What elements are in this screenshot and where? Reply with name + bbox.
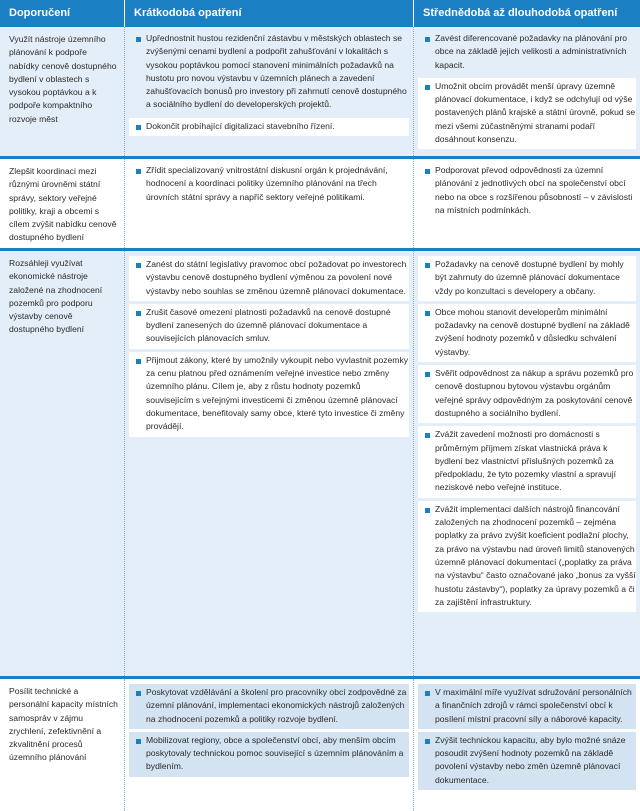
bullet-icon: [425, 508, 430, 513]
list-item: Zvýšit technickou kapacitu, aby bylo možné snáze posoudit zvýšení hodnoty pozemků na základě povolení výstavby nebo změn územně plánovací dokumentace.: [418, 732, 636, 790]
list-item: Zřídit specializovaný vnitrostátní diskusní orgán k projednávání, hodnocení a koordinaci politiky územního plánování na třech úrovních státní správy a napříč sektory veřejné politikami.: [129, 164, 409, 207]
recommendation-text: Posílit technické a personální kapacity místních samospráv v zájmu zrychlení, zefektivnění a zkvalitnění procesů územního plánování: [9, 686, 118, 763]
long-term-cell: [413, 159, 640, 248]
list-item: Poskytovat vzdělávání a školení pro pracovníky obcí zodpovědné za územní plánování, implementaci ekonomických nástrojů založených na zhodnocení pozemků a politiky rozvoje bydlení.: [129, 684, 409, 729]
table-row: [0, 248, 640, 676]
long-term-cell: [413, 679, 640, 811]
recommendation-text: Využít nástroje územního plánování k podpoře nabídky cenově dostupného bydlení v oblastech s vysokou poptávkou a k podpoře kompaktního rozvoje měst: [9, 34, 117, 124]
bullet-icon: [136, 125, 141, 130]
bullet-icon: [425, 169, 430, 174]
short-term-cell: [124, 251, 413, 676]
header-short-term: Krátkodobá opatření: [124, 0, 413, 27]
bullet-icon: [425, 37, 430, 42]
bullet-icon: [425, 691, 430, 696]
short-term-cell: [124, 679, 413, 811]
list-item: Dokončit probíhající digitalizaci stavebního řízení.: [129, 118, 409, 136]
long-term-cell: [413, 251, 640, 676]
recommendation-cell: [0, 251, 124, 676]
bullet-icon: [425, 85, 430, 90]
list-item: Zrušit časové omezení platnosti požadavků na cenově dostupné bydlení zanesených do územně plánovací dokumentace a souvisejících plánovacích smluv.: [129, 304, 409, 349]
bullet-icon: [136, 37, 141, 42]
bullet-icon: [425, 433, 430, 438]
bullet-icon: [136, 739, 141, 744]
recommendation-cell: [0, 27, 124, 156]
bullet-icon: [425, 739, 430, 744]
list-item: Svěřit odpovědnost za nákup a správu pozemků pro cenově dostupnou bytovou výstavbu orgánům veřejné správy odpovědným za poskytování cenově dostupného a sociálního bydlení.: [418, 365, 636, 423]
list-item: Zanést do státní legislativy pravomoc obcí požadovat po investorech výstavbu cenově dostupného bydlení výměnou za povolení nové výstavby nebo souhlas se změnou územně plánovací dokumentace.: [129, 256, 409, 301]
list-item: Zvážit implementaci dalších nástrojů financování založených na zhodnocení pozemků – zejména poplatky za právo zvýšit koeficient podlažní plochy, za právo na výstavbu nad úroveň limitů stanovených územně plánovací dokumentací („poplatky za práva na výstavbu“ často označované jako „bonus za vyšší hustotu zástavby“), poplatky za úpravy pozemků a či za zajištění infrastruktury.: [418, 501, 636, 612]
list-item: Požadavky na cenově dostupné bydlení by mohly být zahrnuty do územně plánovací dokumentace vždy po konzultaci s developery a občany.: [418, 256, 636, 301]
short-term-cell: [124, 159, 413, 248]
bullet-icon: [425, 372, 430, 377]
header-recommendation: Doporučení: [9, 7, 71, 19]
recommendation-text: Rozsáhleji využívat ekonomické nástroje založené na zhodnocení pozemků pro podporu výstavby cenově dostupného bydlení: [9, 258, 103, 335]
bullet-icon: [136, 263, 141, 268]
bullet-icon: [136, 169, 141, 174]
list-item: Zvážit zavedení možnosti pro domácnosti s průměrným příjmem získat vlastnická práva k bydlení bez vlastnictví příslušných pozemků za předpokladu, že tyto pozemky vlastní a spravují neziskové nebo veřejné instituce.: [418, 426, 636, 497]
bullet-icon: [136, 359, 141, 364]
recommendation-cell: [0, 679, 124, 811]
list-item: Umožnit obcím provádět menší úpravy územně plánovací dokumentace, i když se odchylují od výše postavených plánů krajské a státní úrovně, pokud se mezi všemi zúčastněnými stranami podaří dosáhnout konsenzu.: [418, 78, 636, 149]
bullet-icon: [136, 691, 141, 696]
list-item: Podporovat převod odpovědnosti za územní plánování z jednotlivých obcí na společenství obcí nebo na obce s rozšířenou působností – v závislosti na místních podmínkách.: [418, 164, 636, 220]
table-row: [0, 676, 640, 811]
table-header: [0, 0, 640, 27]
list-item: Upřednostnit hustou rezidenční zástavbu v městských oblastech se zvýšenými cenami bydlení a podpořit zahušťování v lokalitách s vysokou poptávkou pomocí stanovení minimálních požadavků na hustotu pro novou výstavbu v územních plánech a zavedení zahušťovacích bonusů pro investory při zahrnutí cenově dostupného a sociálního bydlení do developerských projektů.: [129, 32, 409, 115]
bullet-icon: [425, 263, 430, 268]
list-item: Zavést diferencované požadavky na plánování pro obce na základě jejich velikosti a administrativních kapacit.: [418, 32, 636, 75]
bullet-icon: [136, 311, 141, 316]
table-row: [0, 156, 640, 248]
recommendation-cell: [0, 159, 124, 248]
short-term-cell: [124, 27, 413, 156]
table-row: [0, 27, 640, 156]
recommendation-text: Zlepšit koordinaci mezi různými úrovněmi státní správy, sektory veřejné politiky, kraji a obcemi s cílem zvýšit nabídku cenově dostupného bydlení: [9, 166, 117, 243]
header-long-term: Střednědobá až dlouhodobá opatření: [413, 0, 640, 27]
list-item: Obce mohou stanovit developerům minimální požadavky na cenově dostupné bydlení na základě zvýšení hodnoty pozemků v důsledku schválení výstavby.: [418, 304, 636, 362]
list-item: Mobilizovat regiony, obce a společenství obcí, aby menším obcím poskytovaly technickou pomoc související s územním plánováním a bydlením.: [129, 732, 409, 777]
long-term-cell: [413, 27, 640, 156]
list-item: Přijmout zákony, které by umožnily vykoupit nebo vyvlastnit pozemky za cenu platnou před oznámením veřejné investice nebo změny územního plánu. Cílem je, aby z růstu hodnoty pozemků souvisejícím s veřejnými investicemi či změnou územně plánovací dokumentace, benefitovaly samy obce, které tyto investice či změny provádějí.: [129, 352, 409, 437]
list-item: V maximální míře využívat sdružování personálních a finančních zdrojů v rámci společenství obcí k posílení místní pracovní síly a náborové kapacity.: [418, 684, 636, 729]
bullet-icon: [425, 311, 430, 316]
